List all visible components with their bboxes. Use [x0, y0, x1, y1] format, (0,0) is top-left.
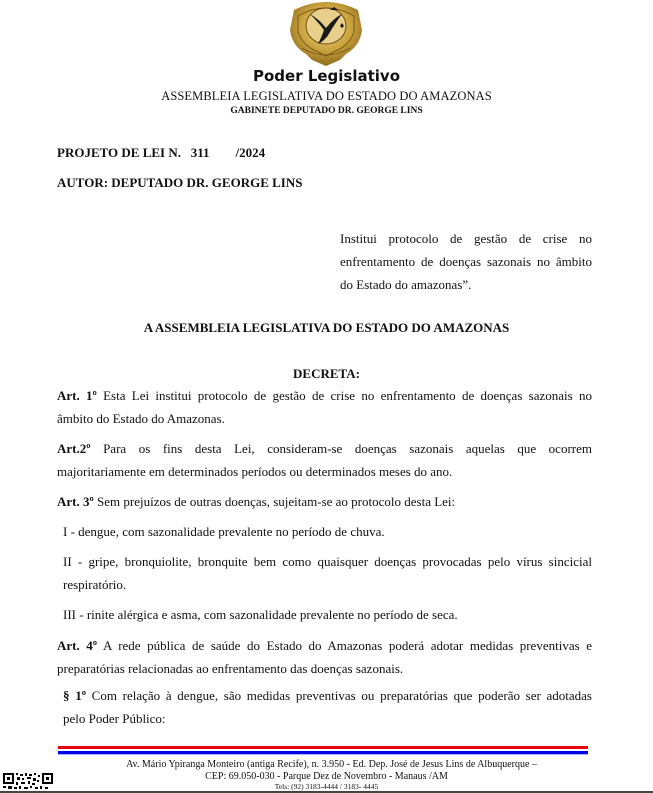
- item-text: respiratório.: [63, 577, 127, 592]
- article-3: [57, 490, 592, 513]
- coat-of-arms-icon: [286, 0, 366, 66]
- footer-phones: Tels: (92) 3183-4444 / 3183- 4445: [274, 782, 379, 791]
- ementa-line: Institui protocolo de gestão de crise no: [340, 231, 592, 246]
- footer-divider: [58, 746, 588, 755]
- article-text: Esta Lei institui protocolo de gestão de crise no enfrentamento de doenças sazonais no: [96, 388, 592, 403]
- article-label: Art. 1º: [57, 388, 97, 403]
- article-label: Art.2º: [57, 441, 91, 456]
- bill-author: AUTOR: DEPUTADO DR. GEORGE LINS: [57, 175, 303, 190]
- article-text: A rede pública de saúde do Estado do Amazonas poderá adotar medidas preventivas e: [97, 638, 592, 653]
- ementa-line: do Estado do amazonas”.: [340, 277, 472, 292]
- paragraph-text: Com relação à dengue, são medidas preventivas ou preparatórias que poderão ser adotadas: [85, 688, 592, 703]
- paragraph-label: § 1º: [63, 688, 86, 703]
- article-text: preparatórias relacionadas ao enfrentamento das doenças sazonais.: [57, 661, 404, 676]
- article-3-item-ii: [63, 550, 592, 596]
- article-label: Art. 4º: [57, 638, 98, 653]
- preamble-decreta: DECRETA:: [293, 366, 360, 381]
- footer-address-line1: Av. Mário Ypiranga Monteiro (antiga Recife), n. 3.950 - Ed. Dep. José de Jesus Lins de Albuquerque –: [126, 759, 537, 770]
- article-1: [57, 384, 592, 430]
- qr-code-icon: [2, 772, 54, 790]
- preamble-assembleia: A ASSEMBLEIA LEGISLATIVA DO ESTADO DO AMAZONAS: [143, 320, 510, 335]
- item-text: II - gripe, bronquiolite, bronquite bem como quaisquer doenças provocadas pelo vírus sincicial: [63, 554, 592, 569]
- article-4-paragraph-1: [63, 684, 592, 730]
- header-title: Poder Legislativo: [252, 67, 401, 85]
- footer-address-line2: CEP: 69.050-030 - Parque Dez de Novembro - Manaus /AM: [205, 771, 448, 782]
- article-text: Sem prejuízos de outras doenças, sujeitam-se ao protocolo desta Lei:: [93, 494, 456, 509]
- article-3-item-iii: [63, 603, 592, 626]
- article-2: [57, 437, 592, 483]
- article-3-item-i: [63, 520, 592, 543]
- header-office: GABINETE DEPUTADO DR. GEORGE LINS: [230, 106, 423, 116]
- article-label: Art. 3º: [57, 494, 94, 509]
- article-text: majoritariamente em determinados períodos ou determinados meses do ano.: [57, 464, 453, 479]
- item-text: I - dengue, com sazonalidade prevalente no período de chuva.: [63, 524, 385, 539]
- ementa-line: enfrentamento de doenças sazonais no âmbito: [340, 254, 592, 269]
- item-text: III - rinite alérgica e asma, com sazonalidade prevalente no período de seca.: [63, 607, 458, 622]
- paragraph-text: pelo Poder Público:: [63, 711, 166, 726]
- bill-number: PROJETO DE LEI N. 311 /2024: [57, 145, 266, 160]
- header-subtitle: ASSEMBLEIA LEGISLATIVA DO ESTADO DO AMAZONAS: [161, 89, 492, 103]
- article-4: [57, 634, 592, 680]
- article-text: âmbito do Estado do Amazonas.: [57, 411, 225, 426]
- ementa: [340, 227, 592, 296]
- article-text: Para os fins desta Lei, consideram-se doenças sazonais aquelas que ocorrem: [90, 441, 592, 456]
